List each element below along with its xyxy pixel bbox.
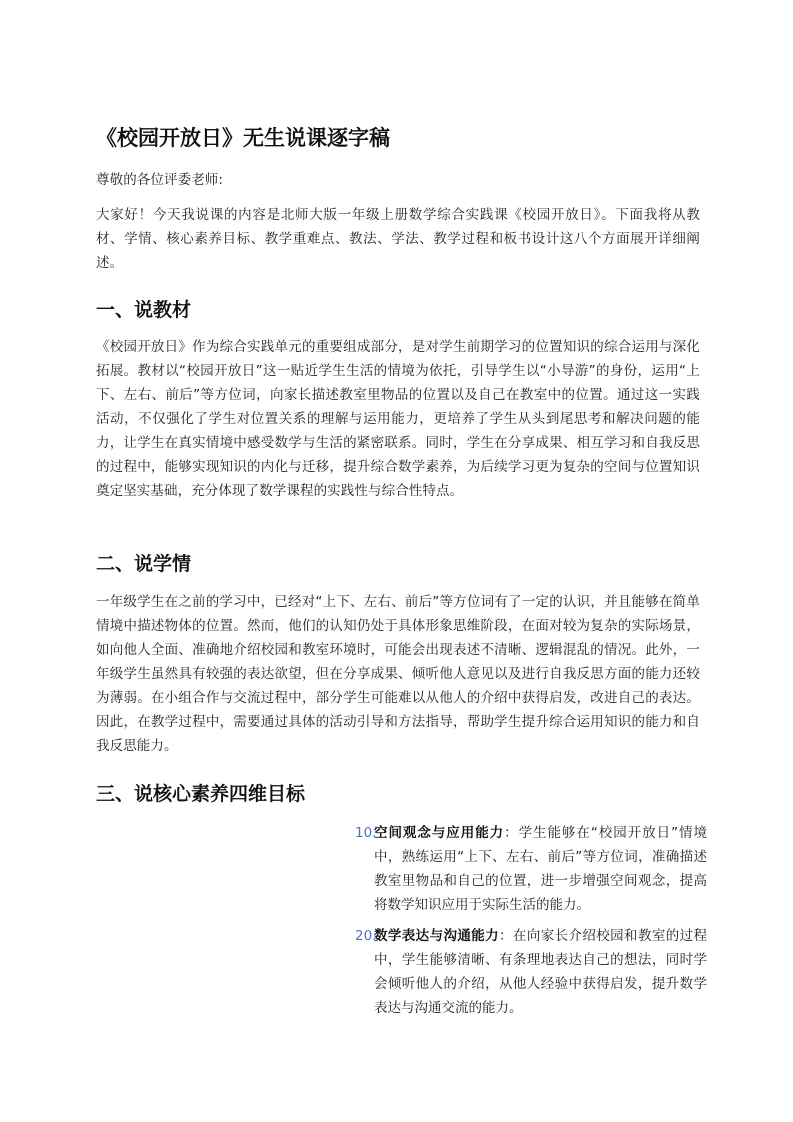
goal-lead: 数学表达与沟通能力: [374, 928, 500, 944]
goal-text: ：在向家长介绍校园和教室的过程中，学生能够清晰、有条理地表达自己的想法，同时学会倾听他人的介绍，从他人经验中获得启发，提升数学表达与沟通交流的能力。: [374, 928, 708, 1016]
goal-number: 10.: [355, 825, 377, 841]
section-paragraph-students: 一年级学生在之前的学习中，已经对“上下、左右、前后”等方位词有了一定的认识，并且能够在简单情境中描述物体的位置。然而，他们的认知仍处于具体形象思维阶段，在面对较为复杂的实际场景，如向他人全面、准确地介绍校园和教室环境时，可能会出现表述不清晰、逻辑混乱的情况。此外，一年级学生虽然具有较强的表达欲望，但在分享成果、倾听他人意见以及进行自我反思方面的能力还较为薄弱。在小组合作与交流过程中，部分学生可能难以从他人的介绍中获得启发，改进自己的表达。因此，在教学过程中，需要通过具体的活动引导和方法指导，帮助学生提升综合运用知识的能力和自我反思能力。: [96, 594, 700, 754]
goal-list-item: [355, 821, 707, 917]
page-title: 《校园开放日》无生说课逐字稿: [96, 126, 390, 150]
section-heading-students: 二、说学情: [96, 553, 192, 575]
goal-lead: 空间观念与应用能力: [374, 825, 505, 841]
goal-text: ：学生能够在“校园开放日”情境中，熟练运用“上下、左右、前后”等方位词，准确描述教室里物品和自己的位置，进一步增强空间观念，提高将数学知识应用于实际生活的能力。: [374, 825, 707, 913]
goal-list-item: [355, 924, 707, 1020]
goal-number: 20.: [355, 928, 377, 944]
section-heading-goals: 三、说核心素养四维目标: [96, 783, 306, 805]
intro-paragraph: 大家好！今天我说课的内容是北师大版一年级上册数学综合实践课《校园开放日》。下面我将从教材、学情、核心素养目标、教学重难点、教法、学法、教学过程和板书设计这八个方面展开详细阐述。: [96, 207, 700, 271]
section-paragraph-textbook: 《校园开放日》作为综合实践单元的重要组成部分，是对学生前期学习的位置知识的综合运用与深化拓展。教材以“校园开放日”这一贴近学生生活的情境为依托，引导学生以“小导游”的身份，运用“上下、左右、前后”等方位词，向家长描述教室里物品的位置以及自己在教室中的位置。通过这一实践活动，不仅强化了学生对位置关系的理解与运用能力，更培养了学生从头到尾思考和解决问题的能力，让学生在真实情境中感受数学与生活的紧密联系。同时，学生在分享成果、相互学习和自我反思的过程中，能够实现知识的内化与迁移，提升综合数学素养，为后续学习更为复杂的空间与位置知识奠定坚实基础，充分体现了数学课程的实践性与综合性特点。: [96, 339, 700, 499]
greeting-text: 尊敬的各位评委老师:: [96, 172, 224, 188]
section-heading-textbook: 一、说教材: [96, 299, 192, 321]
